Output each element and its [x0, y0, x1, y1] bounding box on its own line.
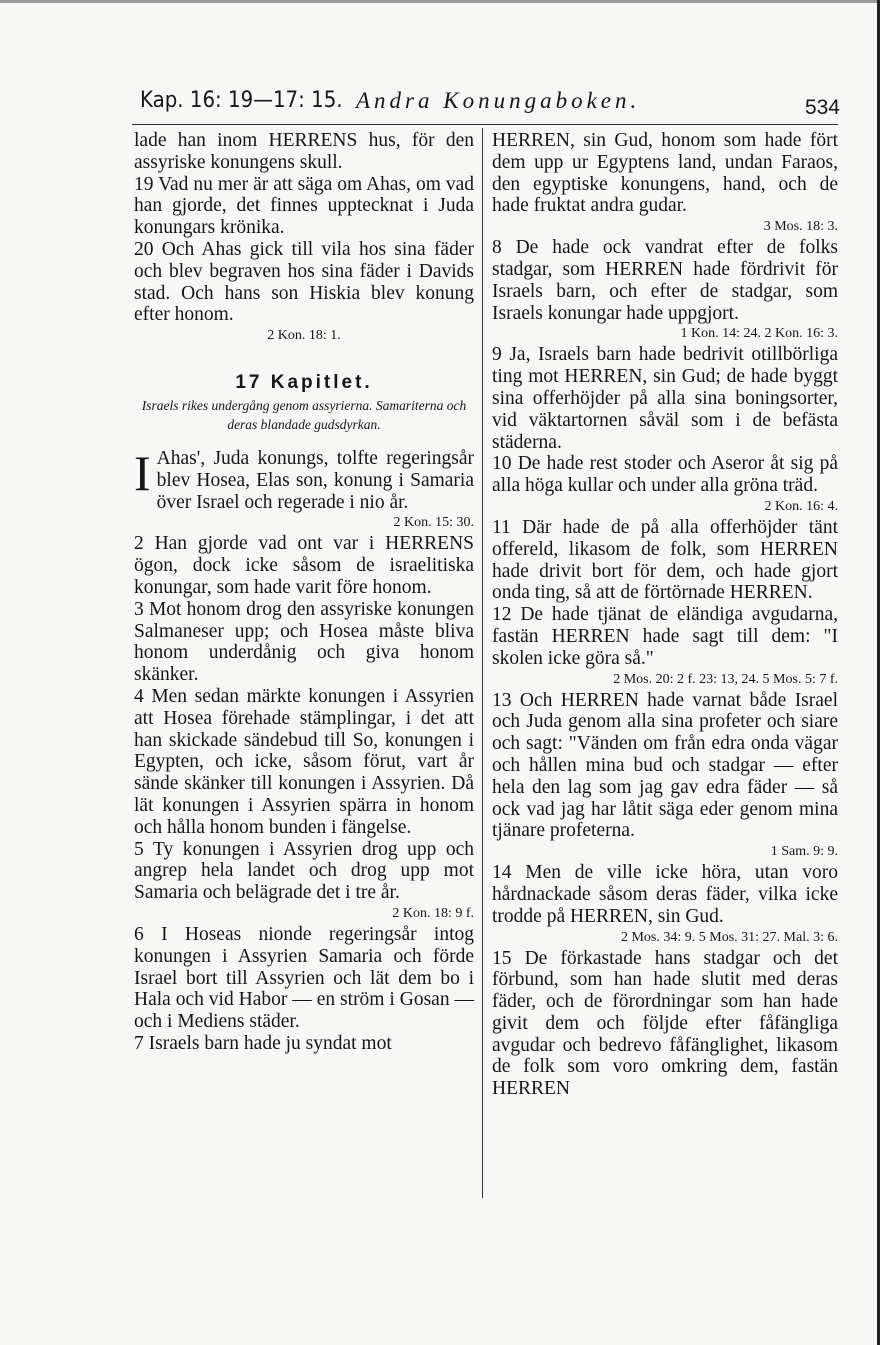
verse-4: 4 Men sedan märkte konungen i Assyrien att Hosea förehade stämplingar, i det att han skickade sändebud till So, konungen i Egypten, och icke, såsom förut, vart år sände skänker till konungen i Assyrien. Då lät konungen i Assyrien spärra in honom och hålla honom bunden i fängelse. [134, 685, 474, 838]
chapter-summary: Israels rikes undergång genom assyrierna. Samariterna och deras blandade gudsdyrkan. [141, 397, 467, 432]
cross-reference: 2 Mos. 20: 2 f. 23: 13, 24. 5 Mos. 5: 7 f. [613, 671, 838, 687]
chapter-reference: Kap. 16: 19—17: 15. [140, 88, 343, 113]
verse-2: 2 Han gjorde vad ont var i HERRENS ögon, dock icke såsom de israelitiska konungar, som hade varit före honom. [134, 533, 474, 598]
verse-7: 7 Israels barn hade ju syndat mot [134, 1032, 392, 1054]
verse-7-continuation: HERREN, sin Gud, honom som hade fört dem upp ur Egyptens land, undan Faraos, den egyptiske konungens, hand, och de hade fruktat andra gudar. [492, 130, 838, 217]
header-rule [132, 124, 838, 125]
verse-9: 9 Ja, Israels barn hade bedrivit otillbörliga ting mot HERREN, sin Gud; de hade byggt sina offerhöjder på alla sina boningsorter, vid väktartornen såväl som i de befästa städerna. [492, 344, 838, 453]
column-divider [482, 128, 483, 1198]
drop-cap: I [134, 444, 151, 501]
verse-3: 3 Mot honom drog den assyriske konungen Salmaneser upp; och Hosea måste bliva honom underdånig och giva honom skänker. [134, 598, 474, 686]
top-edge-line [0, 0, 877, 3]
verse-5: 5 Ty konungen i Assyrien drog upp och angrep hela landet och drog upp mot Samaria och belägrade det i tre år. [134, 838, 474, 904]
verse-10: 10 De hade rest stoder och Aseror åt sig på alla höga kullar och under alla gröna träd. [492, 453, 838, 497]
verse-13: 13 Och HERREN hade varnat både Israel och Juda genom alla sina profeter och siare och sagt: "Vänden om från edra onda vägar och hållen mina bud och stadgar — efter hela den lag som jag gav edra fäder — så ock vad jag har låtit säga eder genom mina tjänare profeterna. [492, 689, 838, 842]
chapter-heading: 17 Kapitlet. [235, 372, 373, 394]
verse-1-text: Ahas', Juda konungs, tolfte regeringsår blev Hosea, Elas son, konung i Samaria över Israel och regerade i nio år. [156, 447, 474, 513]
cross-reference: 2 Mos. 34: 9. 5 Mos. 31: 27. Mal. 3: 6. [620, 929, 838, 945]
cross-reference: 2 Kon. 18: 9 f. [392, 905, 474, 921]
page-number: 534 [804, 96, 840, 119]
verse-11: 11 Där hade de på alla offerhöjder tänt offereld, likasom de folk, som HERREN hade drivit bort för dem, och hade gjort onda ting, så att de förtörnade HERREN. [492, 516, 838, 604]
verse-continuation: lade han inom HERRENS hus, för den assyriske konungens skull. [134, 130, 474, 173]
verse-15: 15 De förkastade hans stadgar och det förbund, som han hade slutit med deras fäder, och de förordningar som han hade givit dem och följde efter fåfängliga avgudar och bedrevo fåfänglighet, likasom de folk som voro omkring dem, fastän HERREN [492, 947, 838, 1100]
verse-19: 19 Vad nu mer är att säga om Ahas, om vad han gjorde, det finnes upptecknat i Juda konungars krönika. [134, 173, 474, 239]
verse-1 [134, 444, 474, 513]
book-title: Andra Konungaboken. [356, 88, 641, 113]
cross-reference: 1 Sam. 9: 9. [770, 844, 838, 860]
right-column [492, 130, 838, 1100]
running-header [140, 88, 840, 124]
left-column [134, 130, 474, 1055]
verse-20: 20 Och Ahas gick till vila hos sina fäder och blev begraven hos sina fäder i Davids stad. Och hans son Hiskia blev konung efter honom. [134, 238, 474, 326]
cross-reference: 3 Mos. 18: 3. [763, 219, 838, 235]
verse-8: 8 De hade ock vandrat efter de folks stadgar, som HERREN hade fördrivit för Israels barn, och efter de stadgar, som Israels konungar hade uppgjort. [492, 237, 838, 324]
verse-6: 6 I Hoseas nionde regeringsår intog konungen i Assyrien Samaria och förde Israel bort till Assyrien och lät dem bo i Hala och vid Habor — en ström i Gosan — och i Mediens städer. [134, 923, 474, 1033]
cross-reference: 2 Kon. 16: 4. [764, 498, 838, 514]
cross-reference: 2 Kon. 15: 30. [393, 515, 474, 531]
verse-12: 12 De hade tjänat de eländiga avgudarna, fastän HERREN hade sagt till dem: "I skolen icke göra så." [492, 604, 838, 669]
cross-reference: 1 Kon. 14: 24. 2 Kon. 16: 3. [680, 326, 838, 342]
cross-reference: 2 Kon. 18: 1. [267, 328, 341, 344]
verse-14: 14 Men de ville icke höra, utan voro hårdnackade såsom deras fäder, vilka icke trodde på HERREN, sin Gud. [492, 862, 838, 927]
